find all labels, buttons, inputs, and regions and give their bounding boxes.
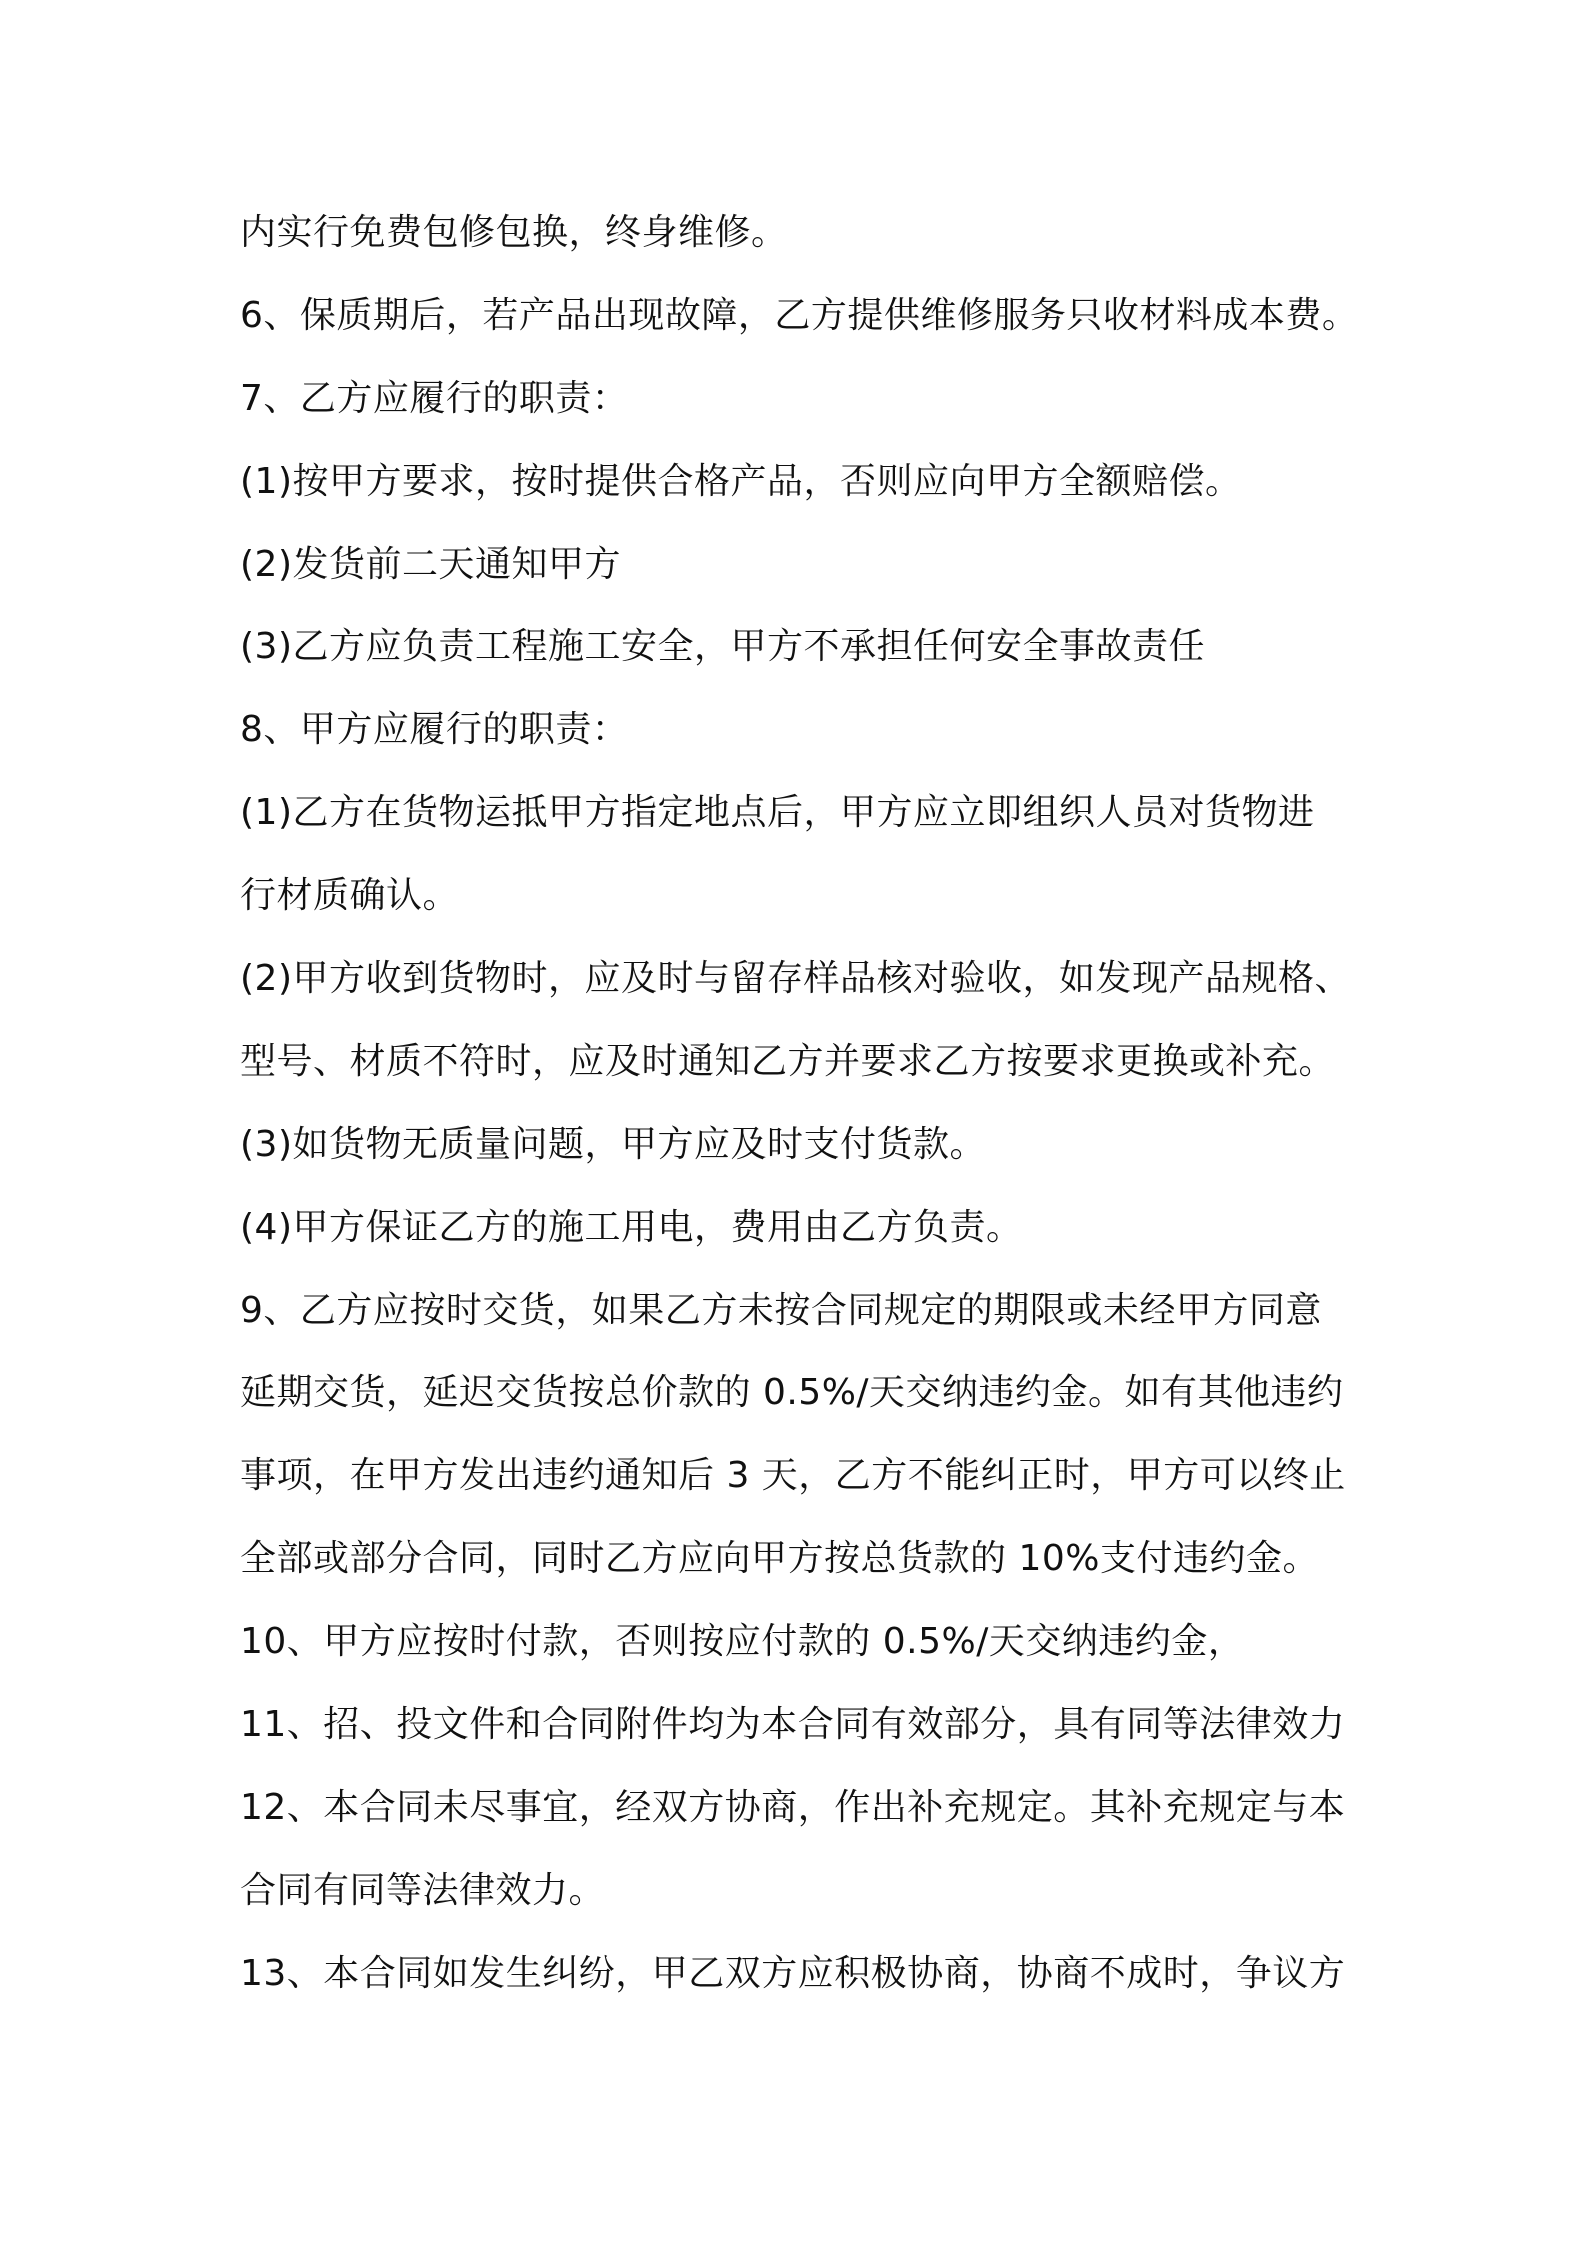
clause-8-item-2: (2)甲方收到货物时，应及时与留存样品核对验收，如发现产品规格、 bbox=[240, 958, 1351, 1000]
clause-8-item-2-cont: 型号、材质不符时，应及时通知乙方并要求乙方按要求更换或补充。 bbox=[240, 1040, 1336, 1082]
clause-13: 13、本合同如发生纠纷，甲乙双方应积极协商，协商不成时，争议方 bbox=[240, 1952, 1346, 1994]
clause-9-cont-1: 延期交货，延迟交货按总价款的 0.5%/天交纳违约金。如有其他违约 bbox=[240, 1372, 1344, 1414]
clause-7-item-2: (2)发货前二天通知甲方 bbox=[240, 543, 621, 585]
clause-12-cont: 合同有同等法律效力。 bbox=[240, 1869, 606, 1911]
clause-7-item-3: (3)乙方应负责工程施工安全，甲方不承担任何安全事故责任 bbox=[240, 626, 1205, 668]
clause-6: 6、保质期后，若产品出现故障，乙方提供维修服务只收材料成本费。 bbox=[240, 294, 1359, 336]
clause-12: 12、本合同未尽事宜，经双方协商，作出补充规定。其补充规定与本 bbox=[240, 1786, 1346, 1828]
clause-10: 10、甲方应按时付款，否则按应付款的 0.5%/天交纳违约金， bbox=[240, 1621, 1245, 1663]
text-line: 内实行免费包修包换，终身维修。 bbox=[240, 212, 788, 253]
clause-8-item-3: (3)如货物无质量问题，甲方应及时支付货款。 bbox=[240, 1123, 986, 1165]
clause-8-heading: 8、甲方应履行的职责： bbox=[240, 709, 629, 751]
clause-8-item-4: (4)甲方保证乙方的施工用电，费用由乙方负责。 bbox=[240, 1206, 1023, 1248]
clause-11: 11、招、投文件和合同附件均为本合同有效部分，具有同等法律效力 bbox=[240, 1704, 1346, 1746]
clause-7-item-1: (1)按甲方要求，按时提供合格产品，否则应向甲方全额赔偿。 bbox=[240, 460, 1242, 502]
clause-9: 9、乙方应按时交货，如果乙方未按合同规定的期限或未经甲方同意 bbox=[240, 1289, 1322, 1331]
clause-9-cont-3: 全部或部分合同，同时乙方应向甲方按总货款的 10%支付违约金。 bbox=[240, 1538, 1319, 1580]
clause-9-cont-2: 事项，在甲方发出违约通知后 3 天，乙方不能纠正时，甲方可以终止 bbox=[240, 1455, 1346, 1497]
contract-body bbox=[240, 192, 1390, 2016]
clause-7-heading: 7、乙方应履行的职责： bbox=[240, 377, 629, 419]
clause-8-item-1: (1)乙方在货物运抵甲方指定地点后，甲方应立即组织人员对货物进 bbox=[240, 792, 1315, 834]
clause-8-item-1-cont: 行材质确认。 bbox=[240, 875, 460, 917]
